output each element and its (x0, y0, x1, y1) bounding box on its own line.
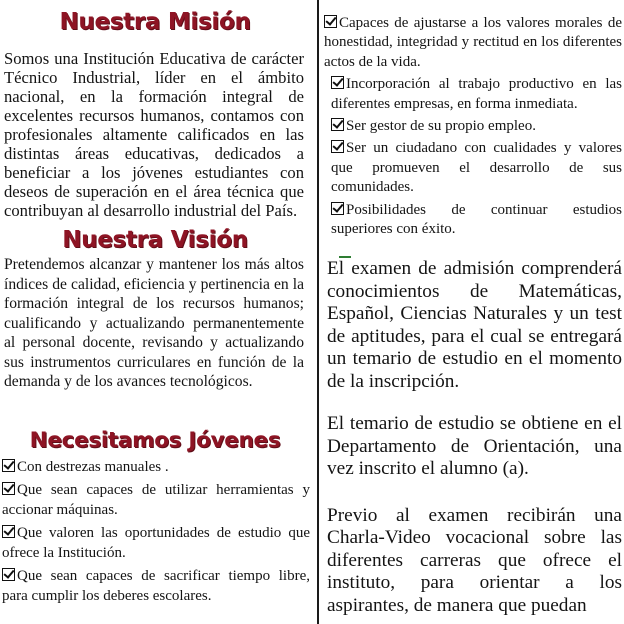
exam-paragraph: El examen de admisión comprenderá conocimientos de Matemáticas, Español, Ciencias Naturales y un test de aptitudes, para el cual se entregará un temario de estudio en el momento de la inscripción. (327, 258, 622, 392)
decorative-mark (339, 256, 351, 258)
list-item: Capaces de ajustarse a los valores morales de honestidad, integridad y rectitud en los diferentes actos de la vida. (324, 15, 622, 70)
qualities-list (324, 14, 622, 239)
list-item: Ser gestor de su propio empleo. (324, 117, 622, 136)
list-item: Que sean capaces de sacrificar tiempo libre, para cumplir los deberes escolares. (2, 567, 310, 604)
checked-box-icon (2, 459, 15, 472)
jovenes-heading: Necesitamos Jóvenes (29, 427, 281, 453)
talk-paragraph: Previo al examen recibirán una Charla-Video vocacional sobre las diferentes carreras que ofrece el instituto, para orientar a los aspirantes, de manera que puedan (327, 504, 622, 616)
checked-box-icon (331, 202, 344, 215)
vision-heading: Nuestra Visión (62, 227, 248, 253)
list-item: Ser un ciudadano con cualidades y valores que promueven el desarrollo de sus comunidades. (331, 140, 622, 196)
list-item: Incorporación al trabajo productivo en las diferentes empresas, en forma inmediata. (331, 76, 622, 112)
jovenes-list (0, 457, 310, 606)
mision-heading: Nuestra Misión (59, 9, 251, 35)
list-item: Que valoren las oportunidades de estudio que ofrece la Institución. (2, 524, 310, 561)
column-divider (317, 0, 319, 624)
checked-box-icon (2, 482, 15, 495)
left-column (0, 0, 310, 624)
list-item: Con destrezas manuales . (2, 457, 310, 477)
list-item: Posibilidades de continuar estudios superiores con éxito. (331, 201, 622, 238)
checked-box-icon (331, 76, 344, 89)
checked-box-icon (331, 140, 344, 153)
checked-box-icon (324, 15, 337, 28)
mision-paragraph: Somos una Institución Educativa de carácter Técnico Industrial, líder en el ámbito nacional, en la formación integral de excelentes recursos humanos, contamos con profesionales altamente calificados en las distintas áreas educativas, dedicados a beneficiar a los jóvenes estudiantes con deseos de superación en el área técnica que contribuyan al desarrollo industrial del País. (4, 49, 304, 220)
checked-box-icon (2, 568, 15, 581)
list-item: Que sean capaces de utilizar herramientas y accionar máquinas. (2, 481, 310, 518)
checked-box-icon (331, 118, 344, 131)
vision-paragraph: Pretendemos alcanzar y mantener los más altos índices de calidad, eficiencia y pertinencia en la formación integral de los recursos humanos; cualificando y actualizando permanentemente al personal docente, revisando y actualizando sus instrumentos curriculares en función de la demanda y de los avances tecnológicos. (4, 256, 304, 390)
checked-box-icon (2, 525, 15, 538)
syllabus-paragraph: El temario de estudio se obtiene en el Departamento de Orientación, una vez inscrito el alumno (a). (327, 413, 622, 480)
right-column (324, 0, 622, 624)
